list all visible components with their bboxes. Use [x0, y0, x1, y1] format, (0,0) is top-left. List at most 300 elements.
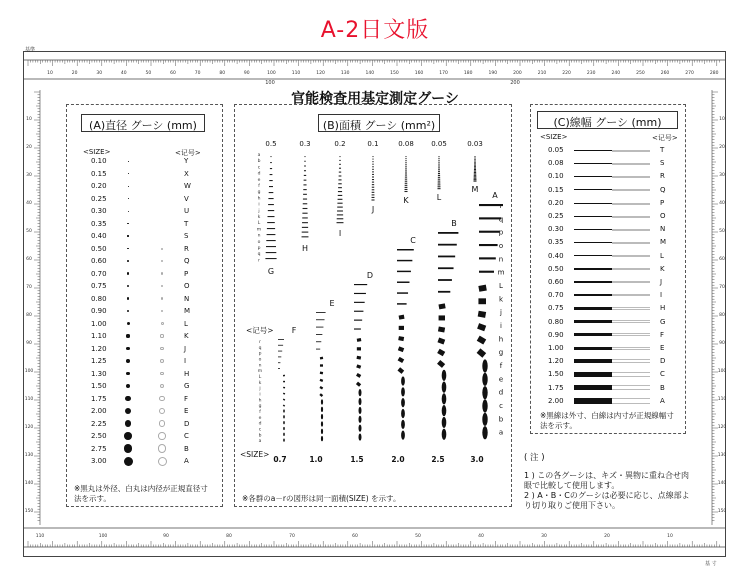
panel-b-shape — [438, 177, 440, 178]
panel-c-code-value: K — [660, 264, 665, 273]
panel-b-shape — [405, 181, 407, 182]
panel-b-shape — [269, 180, 272, 181]
panel-c-code-header: <记号> — [652, 134, 678, 142]
panel-c-white-line — [612, 176, 650, 178]
ruler-tick-label: 260 — [660, 71, 670, 76]
panel-b-shape — [304, 175, 306, 176]
panel-b-shape — [283, 409, 285, 412]
ruler-tick-label: 280 — [709, 71, 719, 76]
panel-b-index-letter: e — [257, 177, 261, 183]
panel-b-index-letter: k — [257, 215, 261, 220]
panel-a-code-value: V — [184, 194, 189, 203]
panel-b-group-letter: H — [301, 244, 309, 253]
ruler-tick-label: 150 — [717, 509, 727, 514]
panel-b-index-letter: n — [498, 255, 504, 264]
panel-b-shape — [357, 338, 362, 342]
panel-b-index-letter: e — [498, 375, 504, 384]
panel-b-group-letter: L — [436, 193, 442, 202]
panel-b-index-letter: j — [259, 386, 261, 392]
panel-b-shape — [338, 199, 343, 200]
panel-a-code-value: M — [184, 307, 191, 315]
ruler-tick-label: 170 — [439, 71, 448, 76]
panel-a-black-dot — [128, 161, 129, 162]
panel-b-shape — [270, 168, 272, 169]
panel-c-black-line — [574, 294, 612, 296]
ruler-tick-label: 10 — [719, 117, 725, 122]
panel-b-shape — [354, 328, 361, 329]
panel-b-shape — [438, 326, 445, 332]
ruler-tick-label: 60 — [719, 257, 725, 262]
panel-b-shape — [316, 334, 322, 335]
panel-b-top-size: 0.2 — [334, 140, 346, 148]
panel-a-black-dot — [127, 272, 129, 274]
panel-c-white-line — [612, 163, 650, 165]
panel-b-index-letter: r — [499, 202, 503, 210]
panel-c-size-value: 0.50 — [548, 264, 564, 273]
panel-c-size-value: 0.80 — [548, 317, 564, 326]
ruler-tick-label: 40 — [478, 534, 484, 539]
panel-b-shape — [320, 372, 323, 375]
panel-a-size-value: 0.10 — [91, 157, 107, 165]
panel-b-shape — [303, 203, 308, 204]
panel-b-shape — [283, 393, 285, 395]
panel-b-shape — [338, 195, 343, 196]
panel-b-shape — [442, 393, 447, 404]
panel-b-lower-groups — [258, 191, 505, 444]
ruler-tick-label: 270 — [685, 71, 694, 76]
ruler-tick-label: 120 — [24, 425, 34, 430]
panel-a-code-value: G — [184, 382, 190, 390]
panel-a-code-value: E — [184, 407, 189, 415]
panel-b-group-letter: I — [338, 229, 342, 238]
panel-b-shape — [321, 399, 323, 404]
panel-b-index-letter: g — [257, 190, 261, 196]
panel-b-shape — [474, 179, 477, 180]
panel-a-white-ring — [159, 408, 165, 414]
ruler-tick-label: 20 — [604, 534, 610, 539]
ruler-tick-label: 10 — [26, 117, 32, 122]
panel-c-white-line — [612, 385, 650, 390]
panel-a-size-value: 1.00 — [91, 319, 107, 328]
panel-a-code-value: H — [184, 369, 190, 378]
page-title: A-2日文版 — [320, 18, 430, 43]
panel-b-shape — [270, 162, 272, 163]
panel-b-shape — [438, 279, 452, 281]
panel-b-shape — [438, 160, 439, 161]
panel-b-bottom-size: 2.5 — [431, 455, 445, 464]
panel-b-index-letter: o — [498, 242, 504, 250]
panel-b-top-sizes — [265, 140, 482, 148]
ruler-tick-label: 10 — [667, 534, 673, 539]
panel-b-shape — [397, 367, 404, 374]
panel-c-size-value: 0.05 — [548, 146, 564, 154]
ruler-tick-label: 90 — [26, 341, 32, 346]
panel-a-title: (A)直径 グーシ (mm) — [81, 114, 205, 132]
panel-b-shape — [397, 292, 408, 293]
panel-b-shape — [359, 389, 362, 396]
panel-b-shape — [283, 433, 285, 436]
panel-b-lower-group-letter: A — [492, 191, 498, 200]
panel-b-shape — [405, 179, 407, 180]
panel-c-size-value: 0.60 — [548, 278, 564, 286]
panel-b-shape — [316, 341, 321, 342]
panel-b-group-letter: K — [403, 196, 409, 205]
panel-b-index-letter: d — [498, 388, 504, 397]
panel-b-shape — [438, 165, 440, 166]
panel-c-size-value: 0.75 — [548, 304, 564, 313]
panel-b-shape — [438, 162, 439, 163]
panel-a-white-ring — [161, 272, 163, 274]
panel-a-black-dot — [127, 322, 130, 325]
panel-b-shape — [372, 187, 374, 188]
panel-a-size-value: 2.75 — [91, 444, 107, 453]
panel-b-shape — [474, 172, 476, 173]
panel-b-shape — [372, 159, 373, 160]
ruler-tick-label: 200 — [513, 71, 522, 76]
panel-b-shape — [474, 176, 477, 177]
panel-c-code-value: E — [660, 344, 665, 352]
panel-a-code-value: P — [184, 269, 189, 278]
panel-c-code-value: O — [660, 212, 666, 220]
panel-a-size-value: 1.20 — [91, 344, 107, 353]
panel-a-note: ※黒丸は外径、白丸は内径が正規直径寸法を示す。 — [74, 484, 208, 503]
panel-b-shape — [357, 347, 361, 350]
panel-c-code-value: R — [660, 172, 665, 181]
panel-c-note: ※黒線は外寸、白線は内寸が正規線幅寸法を示す。 — [540, 411, 674, 430]
panel-a-black-dot — [127, 297, 129, 299]
panel-b-shape — [401, 431, 405, 440]
ruler-tick-label: 120 — [316, 71, 325, 76]
ruler-tick-label: 80 — [719, 313, 725, 318]
panel-b-shape — [316, 349, 320, 350]
panel-b-shape — [437, 360, 445, 368]
panel-b-shape — [283, 415, 285, 418]
corner-label-bottom-right: 基 寸 — [705, 561, 717, 567]
panel-b-shape — [474, 166, 476, 167]
panel-c-white-line — [612, 307, 650, 309]
ruler-tick-label: 50 — [26, 229, 32, 234]
ruler-tick-label: 130 — [24, 453, 34, 458]
panel-a-size-value: 0.75 — [91, 282, 107, 290]
panel-b-shape — [475, 156, 476, 157]
panel-b-index-letter: f — [259, 410, 261, 415]
panel-b-shape — [268, 210, 274, 211]
panel-b-index-letter: b — [258, 433, 262, 439]
panel-b-shape — [268, 216, 275, 217]
ruler-tick-label: 50 — [415, 534, 421, 539]
panel-b-shape — [482, 386, 487, 399]
panel-b-index-letter: q — [258, 345, 262, 351]
panel-b-index-letter: m — [256, 227, 262, 233]
panel-b-lower-group-letter: D — [366, 271, 374, 280]
panel-b-shape — [278, 362, 280, 363]
panel-a-black-dot — [124, 457, 133, 466]
panel-a-black-dot — [126, 347, 130, 351]
panel-c-black-line — [574, 359, 612, 363]
panel-b-shape — [302, 227, 308, 228]
panel-b-shape — [482, 399, 487, 412]
panel-b-shape — [267, 234, 276, 235]
right-ruler — [712, 90, 726, 525]
panel-b-shape — [359, 425, 362, 432]
ruler-major-label: 200 — [510, 80, 520, 86]
panel-c-white-line — [612, 150, 650, 152]
top-ruler — [24, 60, 726, 86]
panel-c-white-line — [612, 333, 650, 336]
panel-c-white-line — [612, 372, 650, 377]
panel-c-code-value: M — [660, 238, 667, 247]
panel-b-shape — [356, 373, 361, 378]
panel-c-black-line — [574, 229, 612, 230]
ruler-tick-label: 50 — [719, 229, 725, 234]
panel-b-note: ※各群のa－rの図形は同一面積(SIZE) を示す。 — [242, 494, 401, 503]
ruler-tick-label: 210 — [537, 71, 547, 76]
panel-a-code-value: Q — [184, 257, 190, 265]
panel-a-code-value: A — [184, 457, 189, 465]
panel-c-black-line — [574, 385, 612, 390]
panel-b-shape — [442, 417, 447, 428]
panel-b-shape — [482, 426, 487, 439]
ruler-tick-label: 40 — [719, 201, 725, 206]
panel-b-shape — [359, 398, 362, 405]
panel-a-code-value: I — [184, 357, 187, 365]
panel-b-shape — [338, 179, 341, 180]
panel-b-shape — [474, 160, 475, 161]
panel-a-size-value: 0.80 — [91, 294, 107, 303]
panel-a-size-value: 0.50 — [91, 244, 107, 253]
panel-c-black-line — [574, 347, 612, 350]
panel-b-shape — [319, 393, 323, 397]
panel-b-shape — [372, 169, 374, 170]
panel-b-shape — [354, 302, 365, 303]
ruler-tick-label: 110 — [35, 534, 45, 539]
panel-b-shape — [405, 170, 407, 171]
panel-b-graphics — [234, 104, 512, 507]
panel-c-white-line — [612, 347, 650, 350]
panel-b-shape — [337, 210, 343, 211]
panel-b-title: (B)面積 グーシ (mm²) — [318, 114, 440, 132]
panel-b-shape — [359, 416, 362, 423]
panel-b-index-letter: c — [258, 427, 262, 433]
panel-c-code-value: A — [660, 396, 665, 405]
panel-b-index-letter: i — [258, 202, 260, 208]
panel-b-shape — [438, 164, 439, 165]
panel-b-shape — [405, 175, 407, 176]
panel-b-shape — [397, 282, 409, 283]
panel-b-top-size: 0.03 — [467, 140, 483, 148]
panel-b-shape — [438, 232, 458, 234]
panel-b-index-letter: h — [258, 398, 262, 404]
panel-a-black-dot — [128, 211, 129, 212]
panel-b-index-letter: a — [258, 439, 262, 445]
panel-c-size-value: 1.75 — [548, 383, 564, 392]
panel-b-shape — [372, 189, 375, 190]
panel-c-code-value: F — [660, 330, 665, 339]
panel-b-index-letter: d — [258, 421, 262, 427]
panel-b-shape — [474, 168, 476, 169]
panel-b-shape — [438, 181, 441, 182]
panel-c-size-value: 1.20 — [548, 357, 564, 366]
panel-b-bottom-size: 1.5 — [350, 455, 364, 464]
panel-c-black-line — [574, 216, 612, 217]
panel-b-shape — [438, 169, 440, 170]
panel-b-index-letter: c — [499, 402, 503, 410]
panel-a-white-ring — [158, 457, 167, 466]
panel-b-shape — [372, 166, 373, 167]
panel-b-shape — [283, 399, 285, 401]
ruler-tick-label: 110 — [24, 397, 34, 402]
panel-b-shape — [401, 376, 405, 385]
panel-c-black-line — [574, 333, 612, 336]
panel-c-black-line — [574, 372, 612, 377]
panel-b-shape — [478, 311, 486, 318]
panel-b-shape — [359, 433, 362, 440]
panel-c-black-line — [574, 268, 612, 270]
panel-b-shape — [373, 156, 374, 157]
panel-b-group-letter: G — [267, 267, 275, 276]
panel-b-shape — [337, 218, 344, 219]
panel-b-shape — [438, 184, 441, 185]
ruler-tick-label: 130 — [717, 453, 727, 458]
panel-b-columns — [257, 153, 479, 276]
panel-b-shape — [320, 379, 324, 382]
panel-b-shape — [302, 222, 308, 223]
panel-b-shape — [474, 170, 476, 171]
panel-b-shape — [337, 214, 343, 215]
panel-b-shape — [477, 348, 487, 357]
panel-b-shape — [405, 160, 406, 161]
ruler-tick-label: 110 — [291, 71, 301, 76]
panel-b-shape — [372, 182, 374, 183]
left-ruler — [25, 90, 40, 525]
panel-b-shape — [482, 373, 487, 386]
panel-b-shape — [474, 173, 476, 174]
panel-b-shape — [271, 156, 272, 157]
panel-c-size-value: 1.00 — [548, 344, 564, 352]
panel-a-size-value: 0.35 — [91, 219, 107, 228]
panel-b-shape — [437, 338, 445, 345]
panel-b-shape — [283, 387, 285, 389]
panel-a-size-value: 2.00 — [91, 407, 107, 415]
panel-a-code-value: N — [184, 294, 190, 303]
ruler-tick-label: 90 — [719, 341, 725, 346]
panel-a-white-ring — [160, 334, 163, 337]
panel-c-size-value: 0.30 — [548, 225, 564, 234]
ruler-tick-label: 70 — [194, 71, 201, 76]
panel-b-shape — [303, 189, 306, 190]
panel-b-shape — [339, 172, 341, 173]
ruler-tick-label: 90 — [243, 71, 250, 76]
panel-b-lower-group-letter: E — [329, 299, 335, 308]
panel-b-shape — [397, 271, 411, 272]
panel-b-shape — [267, 222, 275, 223]
panel-a-code-value: K — [184, 332, 189, 340]
panel-b-shape — [371, 199, 374, 200]
panel-b-shape — [266, 240, 275, 241]
panel-c-code-value: D — [660, 357, 666, 366]
panel-b-index-letter: i — [259, 392, 261, 398]
panel-c-size-value: 0.20 — [548, 198, 564, 207]
panel-a-white-ring — [158, 444, 166, 452]
panel-a-black-dot — [126, 359, 130, 363]
panel-a-code-value: C — [184, 432, 189, 440]
panel-b-index-letter: n — [257, 233, 261, 239]
panel-c-size-value: 0.08 — [548, 159, 564, 168]
panel-b-index-letter: j — [500, 308, 502, 317]
panel-c-white-line — [612, 216, 650, 218]
panel-b-shape — [401, 409, 405, 418]
panel-b-shape — [372, 192, 375, 193]
panel-a-code-value: L — [184, 319, 188, 328]
panel-c-size-header: <SIZE> — [540, 133, 568, 141]
panel-a-code-value: F — [184, 394, 189, 403]
panel-a-size-value: 0.90 — [91, 307, 107, 315]
panel-a-code-value: D — [184, 419, 190, 428]
panel-a-code-value: B — [184, 444, 189, 453]
ruler-tick-label: 20 — [71, 71, 78, 76]
panel-b-index-letter: b — [498, 415, 504, 424]
panel-b-shape — [405, 187, 408, 188]
panel-b-shape — [478, 298, 486, 304]
panel-c-code-value: N — [660, 225, 666, 234]
ruler-tick-label: 130 — [340, 71, 350, 76]
panel-b-lower-group-letter: C — [410, 236, 416, 245]
panel-b-shape — [479, 257, 496, 259]
panel-b-index-letter: h — [498, 335, 504, 344]
panel-c-size-value: 0.70 — [548, 291, 564, 300]
panel-b-bottom-sizes — [273, 455, 483, 464]
panel-b-shape — [438, 158, 439, 159]
panel-b-size-label: <SIZE> — [240, 450, 270, 459]
panel-b-index-letter: r — [259, 340, 261, 345]
panel-b-index-letter: a — [257, 153, 261, 158]
panel-b-shape — [401, 387, 405, 396]
notes-header: ( 注 ) — [524, 453, 545, 463]
panel-b-shape — [359, 407, 362, 414]
panel-a-white-ring — [161, 322, 164, 325]
panel-b-shape — [269, 186, 273, 187]
panel-a-code-value: S — [184, 232, 189, 240]
panel-b-shape — [321, 407, 323, 412]
panel-b-shape — [354, 320, 362, 321]
panel-b-shape — [267, 228, 275, 229]
panel-b-shape — [268, 198, 273, 199]
panel-a-size-value: 1.50 — [91, 382, 107, 390]
panel-c-white-line — [612, 268, 650, 270]
ruler-tick-label: 70 — [719, 285, 725, 290]
panel-b-shape — [302, 217, 308, 218]
panel-b-shape — [354, 311, 363, 312]
ruler-tick-label: 220 — [562, 71, 571, 76]
panel-b-shape — [372, 194, 375, 195]
panel-b-group-letter: J — [371, 205, 375, 214]
panel-b-shape — [438, 244, 457, 246]
panel-b-shape — [438, 179, 440, 180]
panel-a-code-value: Y — [184, 157, 189, 165]
panel-b-shape — [474, 157, 475, 158]
ruler-tick-label: 20 — [719, 145, 725, 150]
panel-c-code-value: G — [660, 317, 666, 326]
panel-a-white-ring — [158, 432, 166, 440]
panel-b-shape — [338, 191, 342, 192]
panel-b-shape — [479, 271, 494, 273]
panel-b-index-letter: p — [498, 228, 504, 237]
panel-b-shape — [278, 339, 284, 340]
panel-a-size-value: 0.15 — [91, 169, 107, 178]
panel-b-shape — [438, 175, 440, 176]
panel-b-index-letter: e — [258, 415, 262, 421]
panel-a-black-dot — [125, 408, 131, 414]
